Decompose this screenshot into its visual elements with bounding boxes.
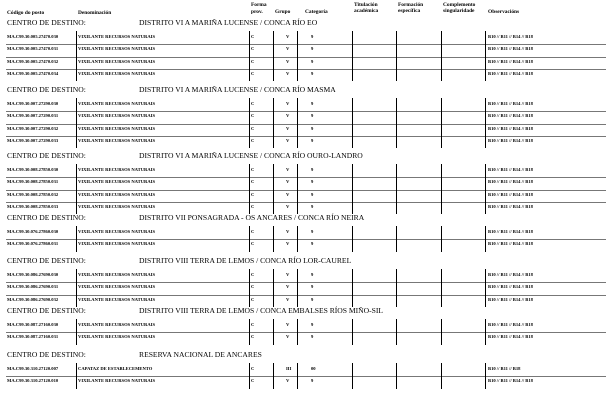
row-observacions: B10 // B11 // B14 // B18 <box>488 378 533 384</box>
row-code: MA.C99.30.007.27290.031 <box>7 113 59 119</box>
column-divider <box>249 269 250 307</box>
row-denominacion: VIXILANTE RECURSOS NATURAIS <box>78 334 156 340</box>
header-complemento-line2: singularidade <box>443 8 475 14</box>
row-divider <box>6 177 606 178</box>
row-forma: C <box>251 101 255 106</box>
column-divider <box>352 226 353 252</box>
header-categoria: Categoría <box>305 9 328 15</box>
row-divider <box>6 295 606 296</box>
header-denominacion: Denominación <box>78 10 112 16</box>
section-label: CENTRO DE DESTINO: <box>7 306 86 315</box>
row-observacions: B10 // B11 // B14 // B18 <box>488 284 533 290</box>
section-title: DISTRITO VI A MARIÑA LUCENSE / CONCA RÍO EO <box>139 18 318 27</box>
row-forma: C <box>251 34 255 39</box>
row-categoria: 9 <box>311 125 314 131</box>
column-divider <box>441 226 442 252</box>
column-divider <box>485 226 486 252</box>
row-grupo: V <box>286 58 290 64</box>
row-categoria: 9 <box>311 58 314 64</box>
row-denominacion: VIXILANTE RECURSOS NATURAIS <box>78 70 156 76</box>
section-label: CENTRO DE DESTINO: <box>7 256 86 265</box>
row-divider <box>6 239 606 240</box>
column-divider <box>352 164 353 214</box>
column-divider <box>441 363 442 389</box>
column-divider <box>297 98 298 148</box>
section-label: CENTRO DE DESTINO: <box>7 350 86 359</box>
row-denominacion: VIXILANTE RECURSOS NATURAIS <box>78 241 156 247</box>
row-divider <box>6 111 606 112</box>
row-forma: C <box>251 334 255 340</box>
column-divider <box>249 363 250 389</box>
row-observacions: B10 // B11 // B14 // B18 <box>488 296 533 302</box>
row-divider <box>6 332 606 333</box>
row-grupo: V <box>286 272 290 277</box>
row-forma: C <box>251 191 255 197</box>
row-categoria: 9 <box>311 191 314 197</box>
row-denominacion: VIXILANTE RECURSOS NATURAIS <box>78 58 156 64</box>
row-grupo: V <box>286 203 290 209</box>
row-forma: C <box>251 167 255 172</box>
row-observacions: B10 // B11 // B14 // B18 <box>488 191 533 197</box>
row-code: MA.C99.30.076.27860.031 <box>7 241 59 247</box>
row-observacions: B10 // B11 // B14 // B18 <box>488 203 533 209</box>
row-denominacion: VIXILANTE RECURSOS NATURAIS <box>78 322 156 327</box>
column-divider <box>485 269 486 307</box>
row-categoria: 9 <box>311 296 314 302</box>
row-code: MA.C99.30.008.27850.033 <box>7 203 59 209</box>
header-grupo: Grupo <box>275 9 291 15</box>
row-denominacion: VIXILANTE RECURSOS NATURAIS <box>78 137 156 143</box>
row-grupo: V <box>286 70 290 76</box>
row-observacions: B10 // B11 // B14 // B18 <box>488 46 533 52</box>
column-divider <box>441 269 442 307</box>
row-forma: C <box>251 46 255 52</box>
column-divider <box>297 269 298 307</box>
row-forma: C <box>251 378 255 384</box>
row-denominacion: VIXILANTE RECURSOS NATURAIS <box>78 113 156 119</box>
row-divider <box>6 136 606 137</box>
section-label: CENTRO DE DESTINO: <box>7 85 86 94</box>
row-grupo: V <box>286 34 290 39</box>
row-code: MA.C99.30.086.27690.032 <box>7 296 59 302</box>
column-divider <box>273 164 274 214</box>
column-divider <box>396 31 397 81</box>
column-divider <box>76 363 77 389</box>
row-observacions: B10 // B11 // B14 // B18 <box>488 125 533 131</box>
column-divider <box>76 226 77 252</box>
column-divider <box>485 319 486 345</box>
column-divider <box>273 98 274 148</box>
row-divider <box>6 376 606 377</box>
column-divider <box>297 164 298 214</box>
row-denominacion: VIXILANTE RECURSOS NATURAIS <box>78 179 156 185</box>
row-divider <box>6 190 606 191</box>
row-denominacion: VIXILANTE RECURSOS NATURAIS <box>78 167 156 172</box>
row-forma: C <box>251 322 255 327</box>
row-grupo: V <box>286 137 290 143</box>
column-divider <box>249 98 250 148</box>
row-denominacion: VIXILANTE RECURSOS NATURAIS <box>78 101 156 106</box>
column-divider <box>441 164 442 214</box>
column-divider <box>352 363 353 389</box>
row-grupo: V <box>286 113 290 119</box>
row-denominacion: VIXILANTE RECURSOS NATURAIS <box>78 34 156 39</box>
row-observacions: B10 // B11 // B14 // B18 <box>488 101 533 106</box>
column-divider <box>396 226 397 252</box>
column-divider <box>76 319 77 345</box>
row-categoria: 9 <box>311 203 314 209</box>
column-divider <box>396 319 397 345</box>
row-categoria: 9 <box>311 229 314 234</box>
row-forma: C <box>251 366 255 371</box>
column-divider <box>76 164 77 214</box>
header-titulacion-line1: Titulación <box>354 2 378 8</box>
column-divider <box>396 363 397 389</box>
row-code: MA.C99.30.007.27290.032 <box>7 125 59 131</box>
column-divider <box>441 319 442 345</box>
column-divider <box>249 164 250 214</box>
row-observacions: B10 // B11 // B14 // B18 <box>488 34 533 39</box>
row-observacions: B10 // B11 // B14 // B18 <box>488 58 533 64</box>
column-divider <box>297 226 298 252</box>
column-divider <box>352 31 353 81</box>
column-divider <box>297 31 298 81</box>
row-code: MA.C99.30.005.27470.031 <box>7 46 59 52</box>
row-divider <box>6 124 606 125</box>
section-title: DISTRITO VI A MARIÑA LUCENSE / CONCA RÍO OURO-LANDRO <box>139 151 363 160</box>
row-code: MA.C99.30.005.27470.034 <box>7 70 59 76</box>
row-forma: C <box>251 272 255 277</box>
column-divider <box>297 319 298 345</box>
column-divider <box>273 269 274 307</box>
header-codigo: Código do posto <box>7 10 45 16</box>
row-denominacion: VIXILANTE RECURSOS NATURAIS <box>78 229 156 234</box>
column-divider <box>273 319 274 345</box>
column-divider <box>352 98 353 148</box>
row-observacions: B10 // B11 // B14 // B18 <box>488 137 533 143</box>
header-observacions: Observacións <box>488 9 520 15</box>
section-label: CENTRO DE DESTINO: <box>7 18 86 27</box>
row-divider <box>6 202 606 203</box>
row-denominacion: VIXILANTE RECURSOS NATURAIS <box>78 125 156 131</box>
row-grupo: V <box>286 296 290 302</box>
row-grupo: V <box>286 378 290 384</box>
row-grupo: V <box>286 229 290 234</box>
row-denominacion: VIXILANTE RECURSOS NATURAIS <box>78 284 156 290</box>
section-label: CENTRO DE DESTINO: <box>7 213 86 222</box>
row-observacions: B10 // B11 // B14 // B18 <box>488 229 533 234</box>
row-categoria: 9 <box>311 322 314 327</box>
row-code: MA.C99.30.008.27850.031 <box>7 179 59 185</box>
row-grupo: V <box>286 322 290 327</box>
row-categoria: 9 <box>311 70 314 76</box>
column-divider <box>485 98 486 148</box>
row-divider <box>6 57 606 58</box>
column-divider <box>76 31 77 81</box>
column-divider <box>273 363 274 389</box>
row-code: MA.C99.30.005.27470.032 <box>7 58 59 64</box>
row-denominacion: VIXILANTE RECURSOS NATURAIS <box>78 272 156 277</box>
header-formacion-line2: específica <box>398 8 421 14</box>
row-grupo: V <box>286 101 290 106</box>
column-divider <box>485 164 486 214</box>
row-categoria: 9 <box>311 113 314 119</box>
row-categoria: 9 <box>311 179 314 185</box>
column-divider <box>352 319 353 345</box>
column-divider <box>76 269 77 307</box>
column-divider <box>396 98 397 148</box>
row-code: MA.C99.30.087.27160.030 <box>7 322 59 327</box>
row-code: MA.C99.30.310.27120.010 <box>7 378 59 384</box>
column-divider <box>441 31 442 81</box>
row-observacions: B10 // B11 // B18 <box>488 366 521 371</box>
row-categoria: 9 <box>311 46 314 52</box>
row-grupo: V <box>286 125 290 131</box>
row-code: MA.C99.30.076.27860.030 <box>7 229 59 234</box>
row-observacions: B10 // B11 // B14 // B18 <box>488 272 533 277</box>
row-forma: C <box>251 125 255 131</box>
row-forma: C <box>251 241 255 247</box>
row-grupo: V <box>286 191 290 197</box>
row-denominacion: VIXILANTE RECURSOS NATURAIS <box>78 46 156 52</box>
row-forma: C <box>251 203 255 209</box>
row-grupo: III <box>286 366 292 371</box>
row-code: MA.C99.30.005.27470.030 <box>7 34 59 39</box>
row-forma: C <box>251 179 255 185</box>
row-denominacion: VIXILANTE RECURSOS NATURAIS <box>78 203 156 209</box>
column-divider <box>396 269 397 307</box>
column-divider <box>485 363 486 389</box>
section-title: DISTRITO VIII TERRA DE LEMOS / CONCA EMBALSES RÍOS MIÑO-SIL <box>139 306 384 315</box>
column-divider <box>76 98 77 148</box>
row-grupo: V <box>286 46 290 52</box>
header-formacion-line1: Formación <box>398 2 424 8</box>
row-code: MA.C99.30.086.27690.031 <box>7 284 59 290</box>
column-divider <box>273 226 274 252</box>
row-code: MA.C99.30.007.27290.030 <box>7 101 59 106</box>
section-title: DISTRITO VI A MARIÑA LUCENSE / CONCA RÍO MASMA <box>139 85 336 94</box>
row-denominacion: VIXILANTE RECURSOS NATURAIS <box>78 296 156 302</box>
row-observacions: B10 // B11 // B14 // B18 <box>488 334 533 340</box>
row-grupo: V <box>286 334 290 340</box>
row-denominacion: CAPATAZ DE ESTABLECEMENTO <box>78 366 153 371</box>
row-categoria: 9 <box>311 34 314 39</box>
column-divider <box>485 31 486 81</box>
row-divider <box>6 44 606 45</box>
row-categoria: 00 <box>311 366 316 371</box>
section-title: DISTRITO VIII TERRA DE LEMOS / CONCA RÍO LOR-CAUREL <box>139 256 352 265</box>
header-complemento-line1: Complemento <box>443 2 476 8</box>
row-observacions: B10 // B11 // B14 // B18 <box>488 179 533 185</box>
row-divider <box>6 282 606 283</box>
row-code: MA.C99.30.087.27160.031 <box>7 334 59 340</box>
section-title: DISTRITO VII PONSAGRADA - OS ANCARES / CONCA RÍO NEIRA <box>139 213 365 222</box>
section-title: RESERVA NACIONAL DE ANCARES <box>139 350 262 359</box>
row-grupo: V <box>286 284 290 290</box>
column-divider <box>249 226 250 252</box>
row-code: MA.C99.30.008.27850.032 <box>7 191 59 197</box>
row-categoria: 9 <box>311 167 314 172</box>
column-divider <box>249 31 250 81</box>
row-code: MA.C99.30.007.27290.033 <box>7 137 59 143</box>
row-forma: C <box>251 296 255 302</box>
row-observacions: B10 // B11 // B14 // B18 <box>488 113 533 119</box>
row-grupo: V <box>286 167 290 172</box>
row-categoria: 9 <box>311 284 314 290</box>
row-denominacion: VIXILANTE RECURSOS NATURAIS <box>78 378 156 384</box>
row-grupo: V <box>286 179 290 185</box>
row-grupo: V <box>286 241 290 247</box>
row-code: MA.C99.30.086.27690.030 <box>7 272 59 277</box>
row-categoria: 9 <box>311 378 314 384</box>
row-categoria: 9 <box>311 272 314 277</box>
row-forma: C <box>251 113 255 119</box>
row-divider <box>6 69 606 70</box>
row-forma: C <box>251 58 255 64</box>
row-observacions: B10 // B11 // B14 // B18 <box>488 70 533 76</box>
column-divider <box>297 363 298 389</box>
row-code: MA.C99.30.008.27850.030 <box>7 167 59 172</box>
section-label: CENTRO DE DESTINO: <box>7 151 86 160</box>
row-denominacion: VIXILANTE RECURSOS NATURAIS <box>78 191 156 197</box>
header-forma-line1: Forma <box>251 2 267 8</box>
header-titulacion-line2: académica <box>354 8 379 14</box>
row-categoria: 9 <box>311 241 314 247</box>
row-observacions: B10 // B11 // B14 // B18 <box>488 322 533 327</box>
row-forma: C <box>251 137 255 143</box>
row-forma: C <box>251 70 255 76</box>
row-forma: C <box>251 229 255 234</box>
row-observacions: B10 // B11 // B14 // B18 <box>488 241 533 247</box>
column-divider <box>273 31 274 81</box>
row-observacions: B10 // B11 // B14 // B18 <box>488 167 533 172</box>
row-categoria: 9 <box>311 101 314 106</box>
column-divider <box>396 164 397 214</box>
header-forma-line2: prov. <box>251 9 263 15</box>
column-divider <box>249 319 250 345</box>
row-code: MA.C99.30.310.27120.007 <box>7 366 59 371</box>
column-divider <box>441 98 442 148</box>
row-categoria: 9 <box>311 137 314 143</box>
row-forma: C <box>251 284 255 290</box>
column-divider <box>352 269 353 307</box>
row-categoria: 9 <box>311 334 314 340</box>
